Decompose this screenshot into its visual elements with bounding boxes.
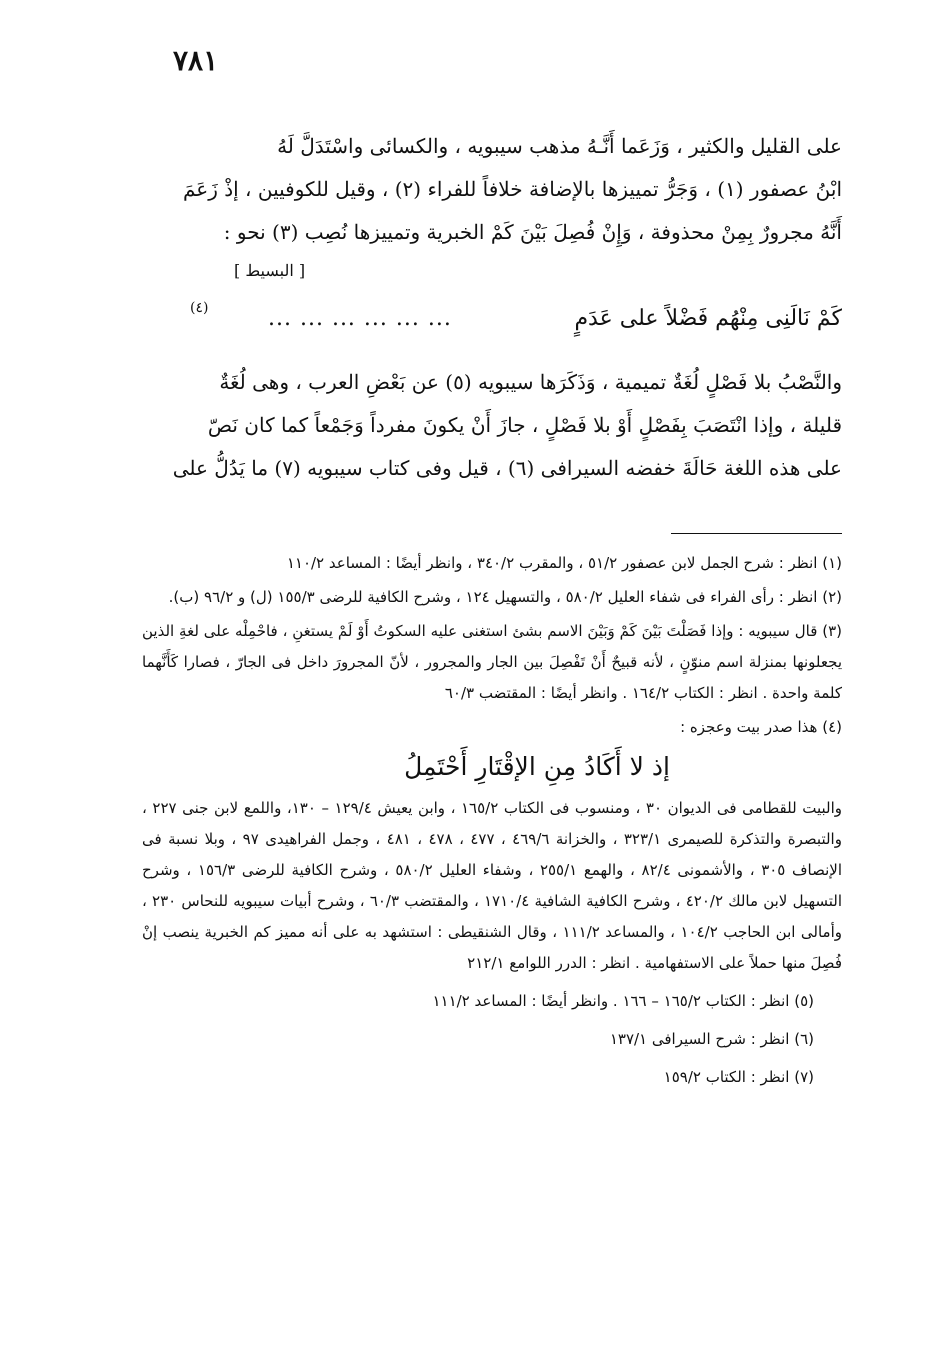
footnote-5: (٥) انظر : الكتاب ١٦٥/٢ – ١٦٦ . وانظر أيضًا : المساعد ١١١/٢ — [432, 992, 814, 1010]
main-line: على القليل والكثير ، وَزَعَما أَنَّـهُ مذهب سيبويه ، والكسائى واسْتَدَلَّ لَهُ — [277, 134, 842, 158]
verse-meter: [ البسيط ] — [234, 261, 306, 280]
footnote-7: (٧) انظر : الكتاب ١٥٩/٢ — [663, 1068, 814, 1086]
main-line: أَنَّهُ مجرورٌ بِمِنْ محذوفة ، وَإِنْ فُصِلَ بَيْنَ كَمْ الخبرية وتمييزها نُصِب (٣) نحو : — [223, 220, 842, 244]
main-line: ابْنُ عصفور (١) ، وَجَرُّ تمييزها بالإضافة خلافاً للفراء (٢) ، وقيل للكوفيين ، إذْ زَعَمَ — [182, 177, 842, 201]
verse-line — [190, 300, 842, 346]
footnote-4-intro: (٤) هذا صدر بيت وعجزه : — [680, 718, 842, 736]
verse-footnote-ref: (٤) — [190, 300, 209, 316]
footnotes — [142, 548, 842, 1096]
footnote-4-verse: إذ لا أَكَادُ مِنِ الإقْتَارِ أَحْتَمِلُ — [404, 752, 670, 781]
verse-ellipsis: ... ... ... ... ... ... — [268, 306, 452, 331]
main-text-top — [142, 125, 842, 254]
footnote-1: (١) انظر : شرح الجمل لابن عصفور ٥١/٢ ، والمقرب ٣٤٠/٢ ، وانظر أيضًا : المساعد ١١٠/٢ — [286, 554, 842, 572]
main-text-bottom — [142, 361, 842, 490]
footnote-3: (٣) قال سيبويه : وإذا فَصَلْتَ بَيْنَ كَمْ وَبَيْنَ الاسم بشئ استغنى عليه السكوتُ أَوْ لَمْ يستغنِ ، فاحْمِلْه على لغةِ الذين يجعلونها بمنزلة اسم منوّنٍ ، لأنه قبيحٌ أَنْ تَفْصِلَ بين الجار والمجرور ، لأنّ المجرورَ داخل فى الجارّ ، فصارا كَأَنَّهما كلمة واحدة . انظر : الكتاب ١٦٤/٢ . وانظر أيضًا : المقتضب ٦٠/٣ — [142, 622, 842, 702]
page-number: ٧٨١ — [173, 44, 219, 77]
footnote-4-body: والبيت للقطامى فى الديوان ٣٠ ، ومنسوب فى الكتاب ١٦٥/٢ ، وابن يعيش ١٢٩/٤ – ١٣٠، واللمع لابن جنى ٢٢٧ ، والتبصرة والتذكرة للصيمرى ٣٢٣/١ ، والخزانة ٤٦٩/٦ ، ٤٧٧ ، ٤٧٨ ، ٤٨١ ، وجمل الفراهيدى ٩٧ ، وبلا نسبة فى الإنصاف ٣٠٥ ، والأشمونى ٨٢/٤ ، والهمع ٢٥٥/١ ، وشفاء العليل ٥٨٠/٢ ، وشرح الكافية للرضى ١٥٦/٣ ، وشرح التسهيل لابن مالك ٤٢٠/٢ ، وشرح الكافية الشافية ١٧١٠/٤ ، والمقتضب ٦٠/٣ ، وشرح أبيات سيبويه للنحاس ٢٣٠ ، وأمالى ابن الحاجب ١٠٤/٢ ، والمساعد ١١١/٢ ، وقال الشنقيطى : استشهد به على أنه مميز كم الخبرية ينصب إنْ فُصِلَ منها حملاً على الاستفهامية . انظر : الدرر اللوامع ٢١٢/١ — [142, 799, 843, 972]
footnote-6: (٦) انظر : شرح السيرافى ١٣٧/١ — [609, 1030, 814, 1048]
main-line: قليلة ، وإذا انْتَصَبَ بِفَصْلٍ أَوْ بلا فَصْلٍ ، جازَ أَنْ يكونَ مفرداً وَجَمْعاً كما كان نَصّ — [207, 413, 842, 437]
footnote-2: (٢) انظر : رأى الفراء فى شفاء العليل ٥٨٠/٢ ، والتسهيل ١٢٤ ، وشرح الكافية للرضى ١٥٥/٣ (ل) و ٩٦/٢ (ب). — [168, 588, 842, 606]
footnote-separator — [671, 533, 842, 534]
main-line: والنَّصْبُ بلا فَصْلٍ لُغَةٌ تميمية ، وَذَكَرَها سيبويه (٥) عن بَعْضِ العرب ، وهى لُغَةٌ — [219, 370, 842, 394]
verse-hemistich: كَمْ نَالَنِى مِنْهُم فَضْلاً على عَدَمٍ — [574, 306, 842, 331]
main-line: على هذه اللغة حَالَةَ خفضه السيرافى (٦) ، قيل وفى كتاب سيبويه (٧) ما يَدُلُّ على — [172, 456, 842, 480]
